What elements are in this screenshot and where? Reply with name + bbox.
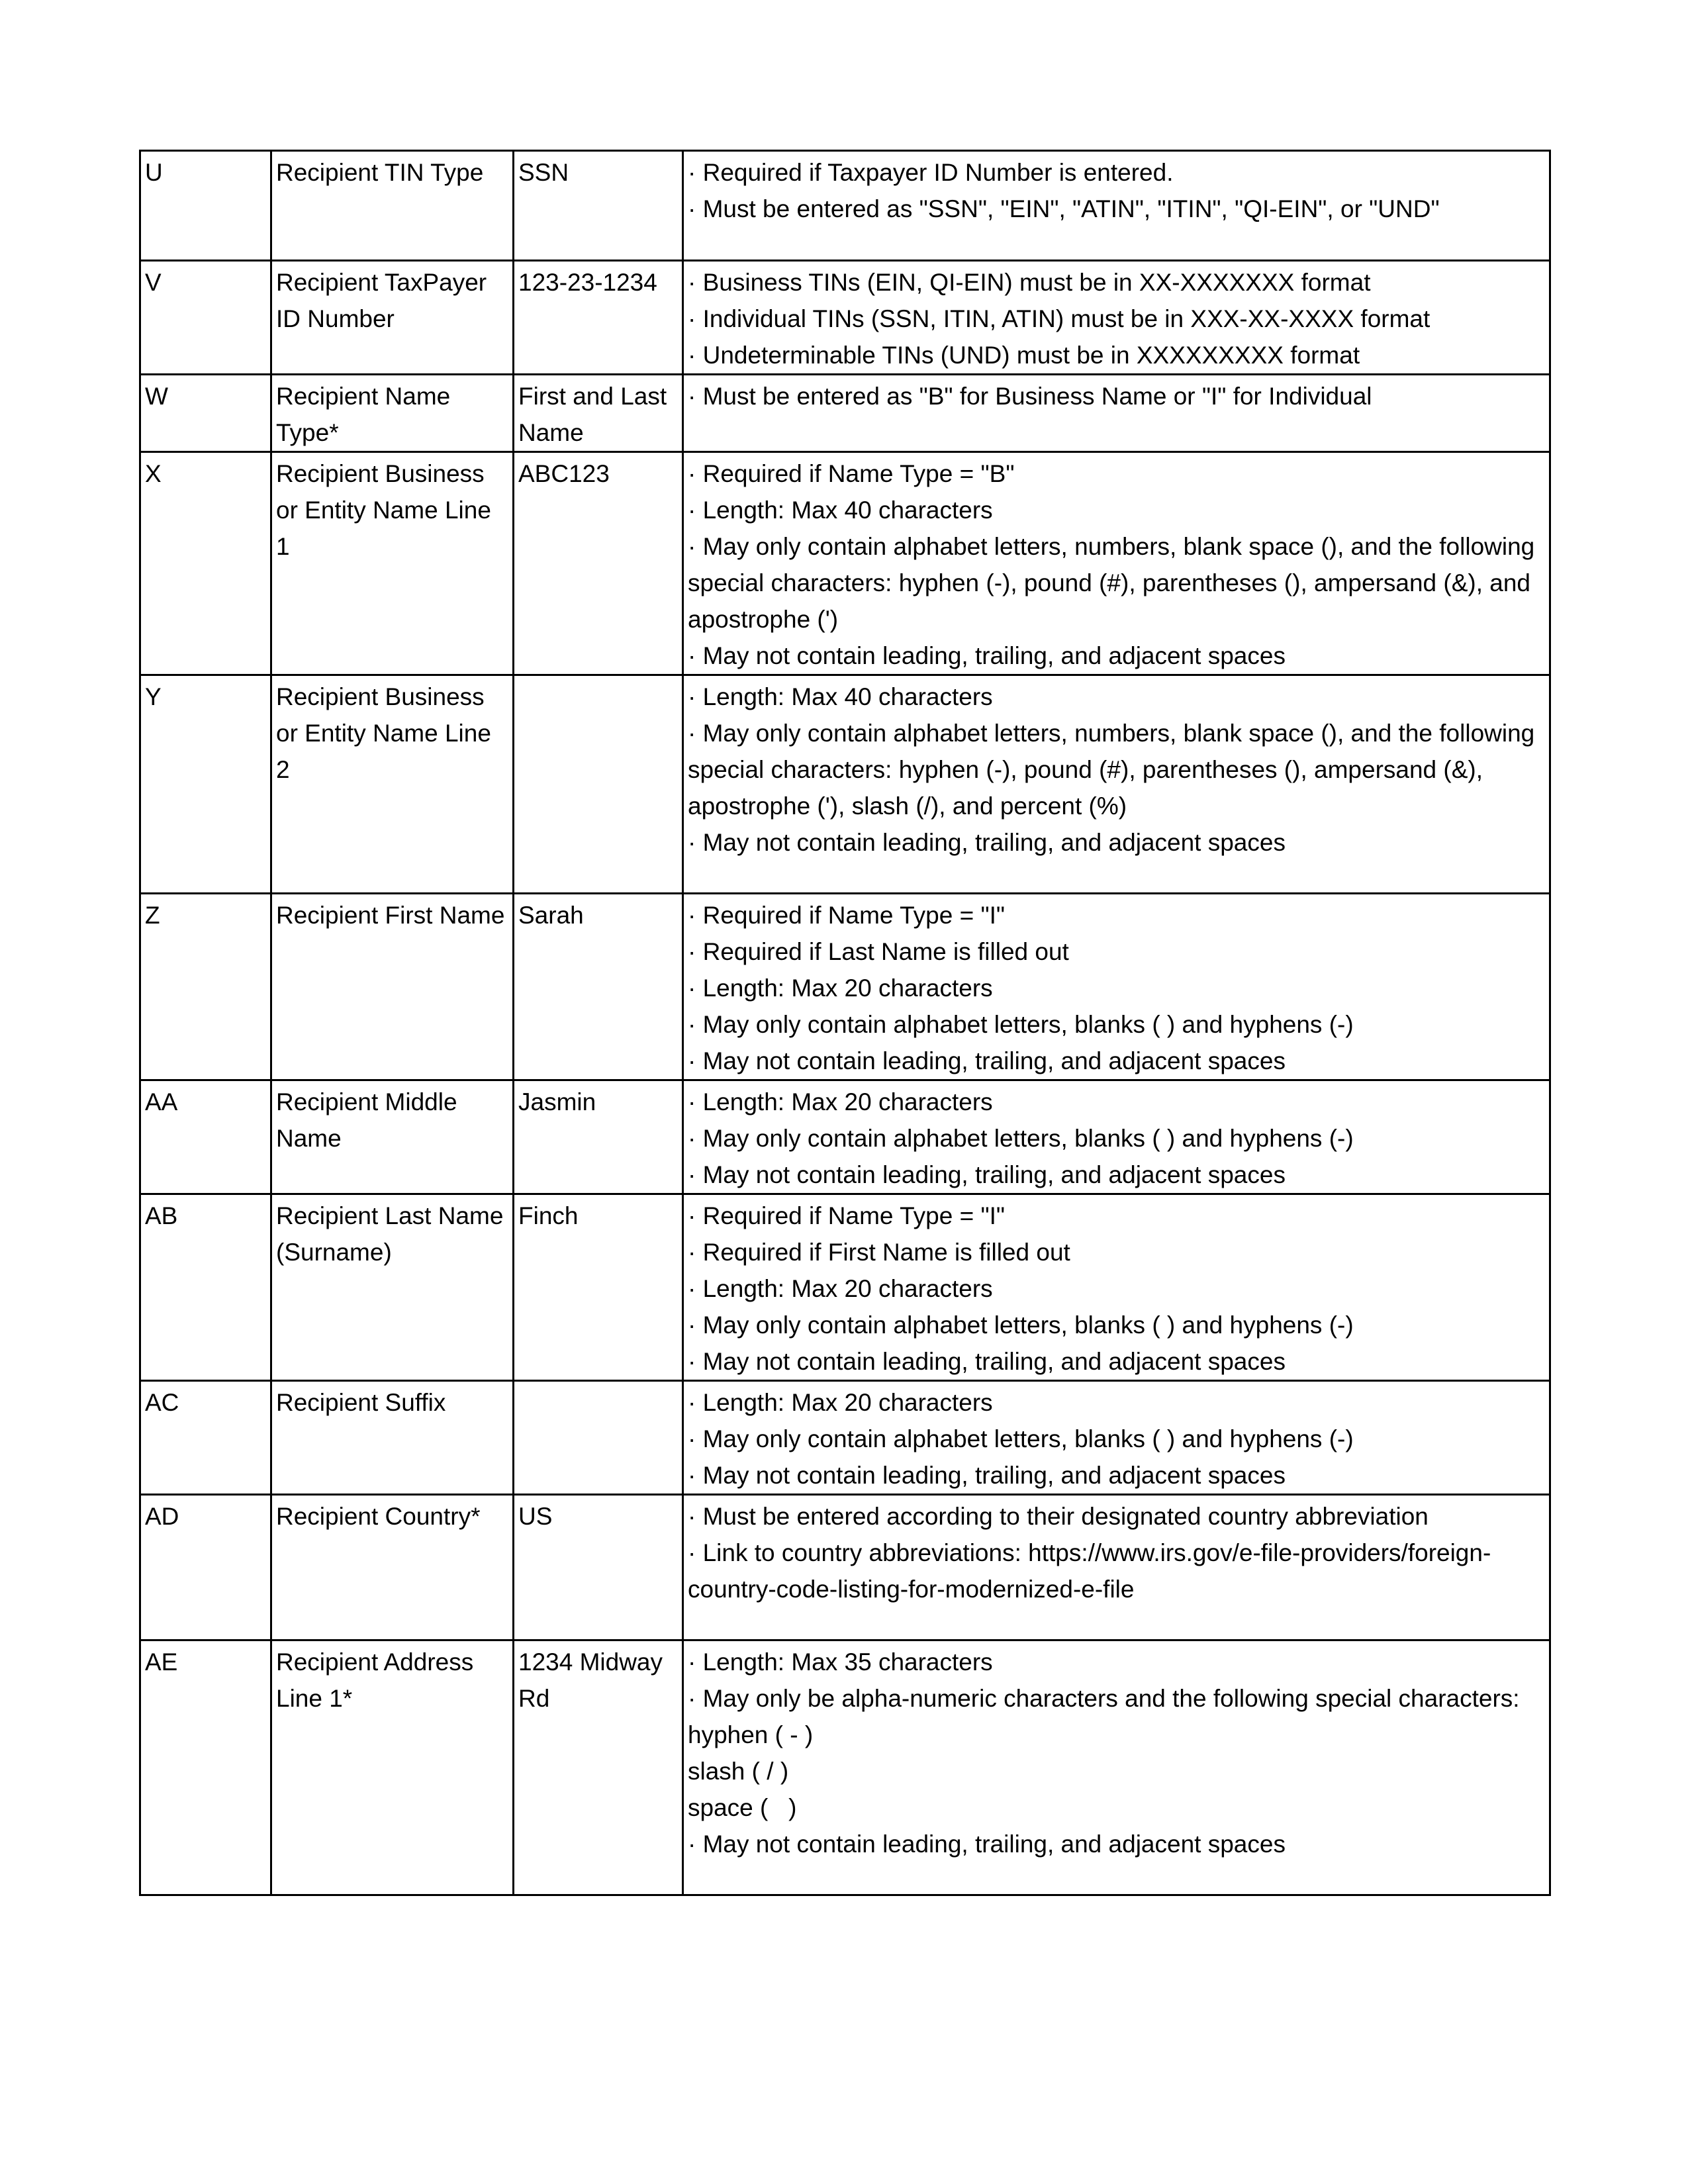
rule-line: · Undeterminable TINs (UND) must be in XXXXXXXXX format — [688, 342, 1360, 369]
table-row-w — [140, 375, 1550, 452]
rule-line: · Required if First Name is filled out — [688, 1239, 1070, 1266]
rule-line: · Length: Max 20 characters — [688, 974, 993, 1002]
rule-line: · Required if Last Name is filled out — [688, 938, 1069, 965]
rule-line: · May only contain alphabet letters, numbers, blank space (), and the following special characters: hyphen (-), pound (#), parentheses (), ampersand (&), and apostrophe (') — [688, 533, 1542, 633]
column-letter: AE — [140, 1640, 271, 1895]
table-row-ac — [140, 1381, 1550, 1495]
field-name: Recipient TIN Type — [271, 151, 514, 261]
example-value: 1234 Midway Rd — [514, 1640, 683, 1895]
table-row-y — [140, 675, 1550, 894]
rule-line: · May only contain alphabet letters, blanks ( ) and hyphens (-) — [688, 1011, 1354, 1038]
field-name: Recipient Name Type* — [271, 375, 514, 452]
rule-line: hyphen ( - ) — [688, 1721, 814, 1748]
column-letter: V — [140, 261, 271, 375]
rule-line: space ( ) — [688, 1794, 797, 1821]
example-value — [514, 1381, 683, 1495]
rule-line: · May not contain leading, trailing, and adjacent spaces — [688, 1348, 1286, 1375]
validation-rules — [683, 1381, 1550, 1495]
example-value: First and Last Name — [514, 375, 683, 452]
table-row-ab — [140, 1194, 1550, 1381]
field-name: Recipient Business or Entity Name Line 1 — [271, 452, 514, 675]
table-row-z — [140, 894, 1550, 1080]
validation-rules — [683, 261, 1550, 375]
validation-rules — [683, 375, 1550, 452]
example-value — [514, 675, 683, 894]
example-value: SSN — [514, 151, 683, 261]
field-spec-table — [139, 150, 1551, 1896]
field-name: Recipient Suffix — [271, 1381, 514, 1495]
rule-line: slash ( / ) — [688, 1758, 789, 1785]
example-value: ABC123 — [514, 452, 683, 675]
validation-rules — [683, 452, 1550, 675]
column-letter: Y — [140, 675, 271, 894]
column-letter: Z — [140, 894, 271, 1080]
rule-line: · May only contain alphabet letters, blanks ( ) and hyphens (-) — [688, 1311, 1354, 1339]
rule-line: · Required if Name Type = "I" — [688, 1202, 1006, 1229]
rule-line: · May only contain alphabet letters, numbers, blank space (), and the following special characters: hyphen (-), pound (#), parentheses (), ampersand (&), apostrophe ('), slash (/), and percent (%) — [688, 720, 1542, 820]
rule-line: · May not contain leading, trailing, and adjacent spaces — [688, 642, 1286, 669]
column-letter: AC — [140, 1381, 271, 1495]
validation-rules — [683, 151, 1550, 261]
rule-line: · May not contain leading, trailing, and adjacent spaces — [688, 829, 1286, 856]
table-row-x — [140, 452, 1550, 675]
rule-line: · Required if Name Type = "B" — [688, 460, 1015, 487]
rule-line: · Length: Max 40 characters — [688, 497, 993, 524]
table-row-v — [140, 261, 1550, 375]
validation-rules — [683, 675, 1550, 894]
rule-line: · May not contain leading, trailing, and adjacent spaces — [688, 1830, 1286, 1858]
validation-rules — [683, 1080, 1550, 1194]
rule-line: · Length: Max 20 characters — [688, 1088, 993, 1116]
validation-rules — [683, 1194, 1550, 1381]
example-value: Jasmin — [514, 1080, 683, 1194]
field-name: Recipient Business or Entity Name Line 2 — [271, 675, 514, 894]
rule-line: · May only contain alphabet letters, blanks ( ) and hyphens (-) — [688, 1425, 1354, 1452]
table-row-u — [140, 151, 1550, 261]
rule-line: · May not contain leading, trailing, and adjacent spaces — [688, 1161, 1286, 1188]
rule-line: · Must be entered as "B" for Business Name or "I" for Individual — [688, 383, 1372, 410]
example-value: Sarah — [514, 894, 683, 1080]
table-row-ae — [140, 1640, 1550, 1895]
rule-line: · Length: Max 35 characters — [688, 1648, 993, 1676]
rule-line: · Length: Max 20 characters — [688, 1389, 993, 1416]
column-letter: W — [140, 375, 271, 452]
field-name: Recipient Middle Name — [271, 1080, 514, 1194]
rule-line: · May not contain leading, trailing, and adjacent spaces — [688, 1462, 1286, 1489]
example-value: US — [514, 1495, 683, 1640]
rule-line: · May not contain leading, trailing, and adjacent spaces — [688, 1047, 1286, 1074]
field-name: Recipient TaxPayer ID Number — [271, 261, 514, 375]
validation-rules — [683, 894, 1550, 1080]
rule-line: · Must be entered as "SSN", "EIN", "ATIN", "ITIN", "QI-EIN", or "UND" — [688, 195, 1440, 222]
validation-rules — [683, 1495, 1550, 1640]
field-name: Recipient Country* — [271, 1495, 514, 1640]
rule-line: · May only be alpha-numeric characters and the following special characters: — [688, 1685, 1520, 1712]
rule-line: · May only contain alphabet letters, blanks ( ) and hyphens (-) — [688, 1125, 1354, 1152]
validation-rules — [683, 1640, 1550, 1895]
rule-line: · Link to country abbreviations: https://www.irs.gov/e-file-providers/foreign-country-code-listing-for-modernized-e-file — [688, 1539, 1491, 1603]
example-value: Finch — [514, 1194, 683, 1381]
column-letter: AD — [140, 1495, 271, 1640]
field-name: Recipient Address Line 1* — [271, 1640, 514, 1895]
rule-line: · Length: Max 20 characters — [688, 1275, 993, 1302]
field-name: Recipient Last Name (Surname) — [271, 1194, 514, 1381]
rule-line: · Required if Name Type = "I" — [688, 902, 1006, 929]
example-value: 123-23-1234 — [514, 261, 683, 375]
field-name: Recipient First Name — [271, 894, 514, 1080]
rule-line: · Must be entered according to their designated country abbreviation — [688, 1503, 1429, 1530]
rule-line: · Individual TINs (SSN, ITIN, ATIN) must be in XXX-XX-XXXX format — [688, 305, 1430, 332]
column-letter: U — [140, 151, 271, 261]
column-letter: X — [140, 452, 271, 675]
column-letter: AA — [140, 1080, 271, 1194]
column-letter: AB — [140, 1194, 271, 1381]
table-row-aa — [140, 1080, 1550, 1194]
rule-line: · Required if Taxpayer ID Number is entered. — [688, 159, 1174, 186]
table-row-ad — [140, 1495, 1550, 1640]
rule-line: · Business TINs (EIN, QI-EIN) must be in XX-XXXXXXX format — [688, 269, 1371, 296]
rule-line: · Length: Max 40 characters — [688, 683, 993, 710]
